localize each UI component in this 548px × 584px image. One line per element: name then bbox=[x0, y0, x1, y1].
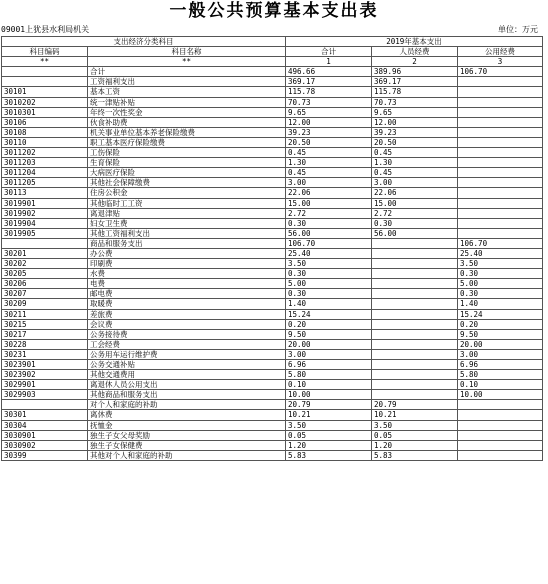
public-cell: 106.70 bbox=[458, 238, 543, 248]
public-cell bbox=[458, 107, 543, 117]
table-row bbox=[2, 127, 543, 137]
code-cell: 30209 bbox=[2, 299, 88, 309]
name-cell: 年终一次性奖金 bbox=[88, 107, 286, 117]
public-cell bbox=[458, 218, 543, 228]
personnel-cell bbox=[372, 248, 458, 258]
name-cell: 商品和服务支出 bbox=[88, 238, 286, 248]
total-cell: 0.10 bbox=[286, 380, 372, 390]
personnel-cell: 70.73 bbox=[372, 97, 458, 107]
personnel-cell: 0.30 bbox=[372, 218, 458, 228]
total-cell: 22.06 bbox=[286, 188, 372, 198]
public-cell bbox=[458, 87, 543, 97]
total-cell: 3.50 bbox=[286, 259, 372, 269]
public-cell bbox=[458, 420, 543, 430]
personnel-cell: 20.50 bbox=[372, 137, 458, 147]
code-cell: 30101 bbox=[2, 87, 88, 97]
public-cell: 15.24 bbox=[458, 309, 543, 319]
public-cell: 0.20 bbox=[458, 319, 543, 329]
personnel-cell bbox=[372, 279, 458, 289]
personnel-header: 人员经费 bbox=[372, 47, 458, 57]
public-cell: 0.30 bbox=[458, 289, 543, 299]
name-cell: 取暖费 bbox=[88, 299, 286, 309]
name-cell: 其他交通费用 bbox=[88, 370, 286, 380]
public-cell bbox=[458, 97, 543, 107]
table-row bbox=[2, 228, 543, 238]
name-cell: 独生子女保健费 bbox=[88, 440, 286, 450]
table-row bbox=[2, 360, 543, 370]
public-cell: 20.00 bbox=[458, 339, 543, 349]
total-cell: 0.30 bbox=[286, 289, 372, 299]
table-row bbox=[2, 178, 543, 188]
public-cell: 9.50 bbox=[458, 329, 543, 339]
personnel-cell: 20.79 bbox=[372, 400, 458, 410]
total-cell: 496.66 bbox=[286, 67, 372, 77]
public-cell: 1.40 bbox=[458, 299, 543, 309]
total-cell: 2.72 bbox=[286, 208, 372, 218]
table-row bbox=[2, 168, 543, 178]
total-cell: 20.00 bbox=[286, 339, 372, 349]
code-cell: 30202 bbox=[2, 259, 88, 269]
table-row bbox=[2, 380, 543, 390]
total-cell: 1.40 bbox=[286, 299, 372, 309]
personnel-cell bbox=[372, 269, 458, 279]
name-cell: 办公费 bbox=[88, 248, 286, 258]
total-cell: 9.65 bbox=[286, 107, 372, 117]
name-cell: 差旅费 bbox=[88, 309, 286, 319]
table-row bbox=[2, 117, 543, 127]
name-cell: 公务交通补贴 bbox=[88, 360, 286, 370]
public-cell: 0.30 bbox=[458, 269, 543, 279]
table-row bbox=[2, 299, 543, 309]
table-row bbox=[2, 370, 543, 380]
total-cell: 20.50 bbox=[286, 137, 372, 147]
public-cell: 6.96 bbox=[458, 360, 543, 370]
code-cell: 3029903 bbox=[2, 390, 88, 400]
code-cell: 3011204 bbox=[2, 168, 88, 178]
public-cell: 5.00 bbox=[458, 279, 543, 289]
header-row-3 bbox=[2, 57, 543, 67]
name-cell: 抚恤金 bbox=[88, 420, 286, 430]
name-cell: 合计 bbox=[88, 67, 286, 77]
public-cell bbox=[458, 148, 543, 158]
code-cell: 3030901 bbox=[2, 430, 88, 440]
index-cell: 3 bbox=[458, 57, 543, 67]
name-cell: 离休费 bbox=[88, 410, 286, 420]
table-row bbox=[2, 148, 543, 158]
personnel-cell bbox=[372, 349, 458, 359]
name-cell: 统一津贴补贴 bbox=[88, 97, 286, 107]
total-cell: 1.20 bbox=[286, 440, 372, 450]
name-cell: 妇女卫生费 bbox=[88, 218, 286, 228]
personnel-cell bbox=[372, 360, 458, 370]
table-row bbox=[2, 279, 543, 289]
personnel-cell: 39.23 bbox=[372, 127, 458, 137]
code-cell: 3019905 bbox=[2, 228, 88, 238]
total-cell: 56.00 bbox=[286, 228, 372, 238]
total-cell: 369.17 bbox=[286, 77, 372, 87]
code-cell: 30217 bbox=[2, 329, 88, 339]
public-cell bbox=[458, 178, 543, 188]
total-cell: 9.50 bbox=[286, 329, 372, 339]
name-cell: 对个人和家庭的补助 bbox=[88, 400, 286, 410]
code-cell: 30215 bbox=[2, 319, 88, 329]
public-cell bbox=[458, 400, 543, 410]
code-cell: 30110 bbox=[2, 137, 88, 147]
name-cell: 工伤保险 bbox=[88, 148, 286, 158]
table-row bbox=[2, 87, 543, 97]
table-row bbox=[2, 259, 543, 269]
personnel-cell bbox=[372, 380, 458, 390]
public-cell: 0.10 bbox=[458, 380, 543, 390]
table-row bbox=[2, 137, 543, 147]
personnel-cell bbox=[372, 289, 458, 299]
public-cell bbox=[458, 430, 543, 440]
name-cell: 其他对个人和家庭的补助 bbox=[88, 450, 286, 460]
name-cell: 邮电费 bbox=[88, 289, 286, 299]
personnel-cell bbox=[372, 259, 458, 269]
code-cell: 3011205 bbox=[2, 178, 88, 188]
table-row bbox=[2, 67, 543, 77]
personnel-cell bbox=[372, 319, 458, 329]
name-cell: 其他商品和服务支出 bbox=[88, 390, 286, 400]
name-cell: 离退津贴 bbox=[88, 208, 286, 218]
name-cell: 公务用车运行维护费 bbox=[88, 349, 286, 359]
name-cell: 其他社会保障缴费 bbox=[88, 178, 286, 188]
total-cell: 10.21 bbox=[286, 410, 372, 420]
personnel-cell: 3.50 bbox=[372, 420, 458, 430]
name-cell: 其他工资福利支出 bbox=[88, 228, 286, 238]
public-header: 公用经费 bbox=[458, 47, 543, 57]
code-cell: 30113 bbox=[2, 188, 88, 198]
personnel-cell: 115.78 bbox=[372, 87, 458, 97]
code-cell: 30304 bbox=[2, 420, 88, 430]
personnel-cell: 2.72 bbox=[372, 208, 458, 218]
name-cell: 机关事业单位基本养老保险缴费 bbox=[88, 127, 286, 137]
star-cell: ** bbox=[2, 57, 88, 67]
public-cell bbox=[458, 77, 543, 87]
public-cell bbox=[458, 117, 543, 127]
index-cell: 1 bbox=[286, 57, 372, 67]
table-row bbox=[2, 77, 543, 87]
code-cell: 3030902 bbox=[2, 440, 88, 450]
personnel-cell: 10.21 bbox=[372, 410, 458, 420]
total-cell: 5.83 bbox=[286, 450, 372, 460]
public-cell bbox=[458, 440, 543, 450]
total-cell: 25.40 bbox=[286, 248, 372, 258]
total-cell: 15.24 bbox=[286, 309, 372, 319]
table-row bbox=[2, 238, 543, 248]
personnel-cell: 0.45 bbox=[372, 168, 458, 178]
total-cell: 3.50 bbox=[286, 420, 372, 430]
public-cell bbox=[458, 158, 543, 168]
total-cell: 106.70 bbox=[286, 238, 372, 248]
name-cell: 公务接待费 bbox=[88, 329, 286, 339]
name-cell: 印刷费 bbox=[88, 259, 286, 269]
personnel-cell bbox=[372, 390, 458, 400]
total-cell: 39.23 bbox=[286, 127, 372, 137]
code-cell: 30211 bbox=[2, 309, 88, 319]
public-cell: 25.40 bbox=[458, 248, 543, 258]
public-cell bbox=[458, 198, 543, 208]
year-header: 2019年基本支出 bbox=[286, 37, 543, 47]
public-cell bbox=[458, 450, 543, 460]
total-cell: 3.00 bbox=[286, 349, 372, 359]
name-cell: 其他临时工工资 bbox=[88, 198, 286, 208]
public-cell: 5.80 bbox=[458, 370, 543, 380]
total-cell: 0.45 bbox=[286, 148, 372, 158]
subtitle-row bbox=[0, 24, 548, 36]
personnel-cell: 3.00 bbox=[372, 178, 458, 188]
page-title: 一般公共预算基本支出表 bbox=[169, 1, 379, 21]
public-cell bbox=[458, 208, 543, 218]
table-row bbox=[2, 390, 543, 400]
public-cell bbox=[458, 137, 543, 147]
table-row bbox=[2, 289, 543, 299]
name-cell: 电费 bbox=[88, 279, 286, 289]
header-row-2 bbox=[2, 47, 543, 57]
table-row bbox=[2, 248, 543, 258]
total-cell: 0.20 bbox=[286, 319, 372, 329]
code-cell: 3019901 bbox=[2, 198, 88, 208]
code-cell bbox=[2, 400, 88, 410]
name-cell: 职工基本医疗保险缴费 bbox=[88, 137, 286, 147]
personnel-cell: 389.96 bbox=[372, 67, 458, 77]
name-cell: 住房公积金 bbox=[88, 188, 286, 198]
code-cell: 3019904 bbox=[2, 218, 88, 228]
total-cell: 15.00 bbox=[286, 198, 372, 208]
code-cell: 30106 bbox=[2, 117, 88, 127]
code-cell: 3029901 bbox=[2, 380, 88, 390]
name-cell: 独生子女父母奖励 bbox=[88, 430, 286, 440]
total-cell: 5.00 bbox=[286, 279, 372, 289]
personnel-cell bbox=[372, 309, 458, 319]
personnel-cell: 1.20 bbox=[372, 440, 458, 450]
personnel-cell bbox=[372, 370, 458, 380]
unit-label: 单位：万元 bbox=[498, 25, 538, 34]
code-header: 科目编码 bbox=[2, 47, 88, 57]
code-cell bbox=[2, 77, 88, 87]
personnel-cell: 22.06 bbox=[372, 188, 458, 198]
public-cell bbox=[458, 127, 543, 137]
code-cell: 30228 bbox=[2, 339, 88, 349]
total-cell: 0.05 bbox=[286, 430, 372, 440]
name-cell: 生育保险 bbox=[88, 158, 286, 168]
code-cell: 30201 bbox=[2, 248, 88, 258]
public-cell bbox=[458, 228, 543, 238]
table-row bbox=[2, 97, 543, 107]
name-cell: 工资福利支出 bbox=[88, 77, 286, 87]
total-header: 合计 bbox=[286, 47, 372, 57]
code-cell: 30301 bbox=[2, 410, 88, 420]
total-cell: 10.00 bbox=[286, 390, 372, 400]
public-cell bbox=[458, 410, 543, 420]
personnel-cell bbox=[372, 329, 458, 339]
personnel-cell bbox=[372, 339, 458, 349]
code-cell: 3019902 bbox=[2, 208, 88, 218]
name-header: 科目名称 bbox=[88, 47, 286, 57]
personnel-cell: 369.17 bbox=[372, 77, 458, 87]
table-row bbox=[2, 198, 543, 208]
public-cell: 3.00 bbox=[458, 349, 543, 359]
code-cell: 3023901 bbox=[2, 360, 88, 370]
total-cell: 115.78 bbox=[286, 87, 372, 97]
budget-table bbox=[1, 36, 543, 461]
public-cell: 106.70 bbox=[458, 67, 543, 77]
personnel-cell: 9.65 bbox=[372, 107, 458, 117]
personnel-cell bbox=[372, 238, 458, 248]
personnel-cell: 5.83 bbox=[372, 450, 458, 460]
group-header: 支出经济分类科目 bbox=[2, 37, 286, 47]
personnel-cell: 56.00 bbox=[372, 228, 458, 238]
table-row bbox=[2, 420, 543, 430]
header-row-1 bbox=[2, 37, 543, 47]
code-cell: 30207 bbox=[2, 289, 88, 299]
table-row bbox=[2, 319, 543, 329]
table-row bbox=[2, 440, 543, 450]
table-row bbox=[2, 339, 543, 349]
personnel-cell: 0.45 bbox=[372, 148, 458, 158]
code-cell: 3010301 bbox=[2, 107, 88, 117]
personnel-cell: 1.30 bbox=[372, 158, 458, 168]
table-row bbox=[2, 329, 543, 339]
total-cell: 6.96 bbox=[286, 360, 372, 370]
table-row bbox=[2, 450, 543, 460]
table-row bbox=[2, 218, 543, 228]
name-cell: 伙食补助费 bbox=[88, 117, 286, 127]
total-cell: 70.73 bbox=[286, 97, 372, 107]
total-cell: 0.30 bbox=[286, 269, 372, 279]
table-row bbox=[2, 309, 543, 319]
public-cell: 10.00 bbox=[458, 390, 543, 400]
code-cell: 30231 bbox=[2, 349, 88, 359]
public-cell bbox=[458, 188, 543, 198]
name-cell: 基本工资 bbox=[88, 87, 286, 97]
code-cell: 30108 bbox=[2, 127, 88, 137]
personnel-cell: 0.05 bbox=[372, 430, 458, 440]
code-cell: 30206 bbox=[2, 279, 88, 289]
table-row bbox=[2, 410, 543, 420]
total-cell: 20.79 bbox=[286, 400, 372, 410]
name-cell: 大病医疗保险 bbox=[88, 168, 286, 178]
name-cell: 离退休人员公用支出 bbox=[88, 380, 286, 390]
table-row bbox=[2, 400, 543, 410]
total-cell: 3.00 bbox=[286, 178, 372, 188]
total-cell: 0.45 bbox=[286, 168, 372, 178]
code-cell: 30205 bbox=[2, 269, 88, 279]
code-cell bbox=[2, 238, 88, 248]
table-row bbox=[2, 208, 543, 218]
personnel-cell: 15.00 bbox=[372, 198, 458, 208]
index-cell: 2 bbox=[372, 57, 458, 67]
total-cell: 5.80 bbox=[286, 370, 372, 380]
code-cell: 30399 bbox=[2, 450, 88, 460]
personnel-cell: 12.00 bbox=[372, 117, 458, 127]
table-row bbox=[2, 349, 543, 359]
table-row bbox=[2, 188, 543, 198]
name-cell: 会议费 bbox=[88, 319, 286, 329]
total-cell: 0.30 bbox=[286, 218, 372, 228]
code-cell: 3023902 bbox=[2, 370, 88, 380]
table-row bbox=[2, 158, 543, 168]
name-cell: 水费 bbox=[88, 269, 286, 279]
org-name: 09001上犹县水利局机关 bbox=[1, 25, 90, 34]
table-row bbox=[2, 107, 543, 117]
code-cell: 3010202 bbox=[2, 97, 88, 107]
total-cell: 1.30 bbox=[286, 158, 372, 168]
table-row bbox=[2, 269, 543, 279]
code-cell bbox=[2, 67, 88, 77]
code-cell: 3011202 bbox=[2, 148, 88, 158]
name-cell: 工会经费 bbox=[88, 339, 286, 349]
star-cell: ** bbox=[88, 57, 286, 67]
table-row bbox=[2, 430, 543, 440]
public-cell: 3.50 bbox=[458, 259, 543, 269]
public-cell bbox=[458, 168, 543, 178]
total-cell: 12.00 bbox=[286, 117, 372, 127]
personnel-cell bbox=[372, 299, 458, 309]
code-cell: 3011203 bbox=[2, 158, 88, 168]
